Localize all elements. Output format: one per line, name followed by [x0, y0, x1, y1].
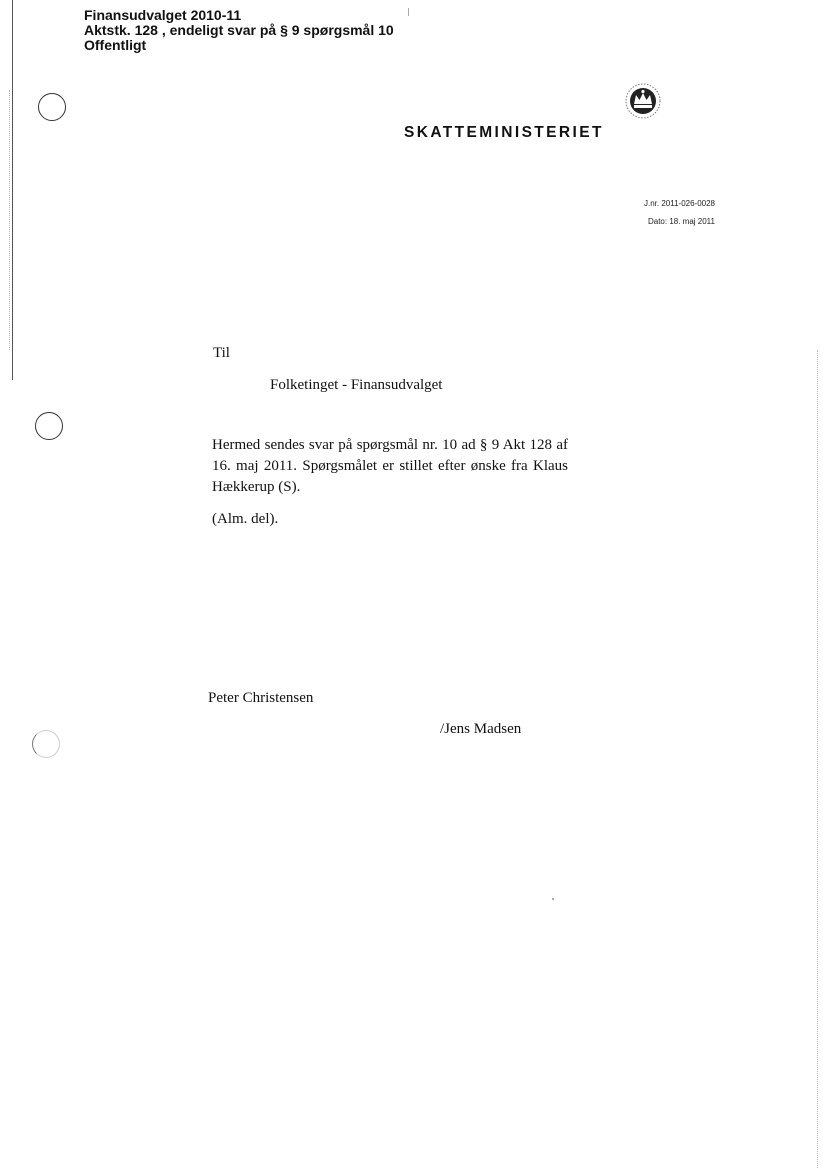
- signer-name: /Jens Madsen: [440, 721, 522, 737]
- addressee: Folketinget - Finansudvalget: [270, 377, 443, 393]
- ministry-name: SKATTEMINISTERIET: [404, 124, 604, 141]
- scan-speck: [552, 898, 554, 900]
- scan-edge-line: [9, 90, 11, 350]
- scan-edge-line: [817, 350, 819, 1168]
- classification-line: Offentligt: [84, 37, 147, 53]
- scan-speck: [408, 8, 409, 16]
- act-line: Aktstk. 128 , endeligt svar på § 9 spørgsmål 10: [84, 22, 394, 38]
- journal-number: J.nr. 2011-026-0028: [643, 199, 715, 208]
- to-label: Til: [213, 345, 230, 361]
- royal-crown-crest-icon: [620, 80, 666, 122]
- punch-hole: [35, 412, 63, 440]
- punch-hole: [38, 93, 66, 121]
- scan-edge-line: [12, 0, 13, 380]
- signer-name: Peter Christensen: [208, 690, 314, 706]
- document-date: Dato: 18. maj 2011: [647, 217, 715, 226]
- committee-line: Finansudvalget 2010-11: [84, 7, 242, 23]
- body-paragraph: Hermed sendes svar på spørgsmål nr. 10 ad § 9 Akt 128 af 16. maj 2011. Spørgsmålet er stillet efter ønske fra Klaus Hækkerup (S).: [212, 437, 568, 495]
- punch-hole: [32, 730, 60, 758]
- document-header: [84, 8, 394, 53]
- body-note: (Alm. del).: [212, 511, 279, 527]
